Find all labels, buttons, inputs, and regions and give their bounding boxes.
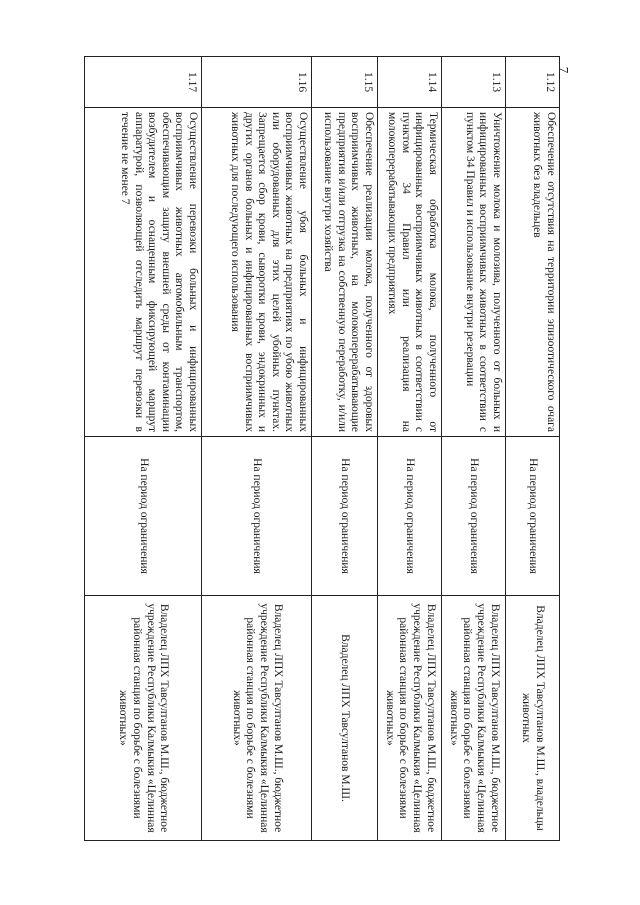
period-text: На период ограничения <box>442 437 506 596</box>
responsible-text: Владелец ЛПХ Тавсултанов М.Ш., бюджетное учреждение Республики Калмыкия «Целинная районная станция по борьбе с болезнями животных» <box>378 596 442 841</box>
table-body <box>85 57 560 841</box>
table-row <box>202 57 312 841</box>
measure-text: Термическая обработка молока, полученного от инфицированных восприимчивых животных в соответствии с пунктом 34 Правил или реализация на молокоперерабатывающих предприятиях <box>378 108 442 437</box>
responsible-text: Владелец ЛПХ Тавсултанов М.Ш., владельцы животных <box>506 596 560 841</box>
row-number: 1.17 <box>85 57 202 108</box>
measure-text: Обеспечение отсутствия на территории эпизоотического очага животных без владельцев <box>506 108 560 437</box>
table-row <box>85 57 202 841</box>
row-number: 1.15 <box>312 57 378 108</box>
document-page <box>85 56 560 841</box>
responsible-text: Владелец ЛПХ Тавсултанов М.Ш. <box>312 596 378 841</box>
measures-table-container <box>85 56 560 841</box>
period-text: На период ограничения <box>506 437 560 596</box>
period-text: На период ограничения <box>202 437 312 596</box>
page-number: 7 <box>556 66 572 74</box>
measure-text: Осуществление перевозки больных и инфицированных восприимчивых животных автомобильным транспортом, обеспечивающим защиту внешней среды от контаминации возбудителем и оснащенным фиксирующей маршрут аппаратурой, позволяющей отследить маршрут перевозки в течение не менее 7 <box>85 108 202 437</box>
row-number: 1.16 <box>202 57 312 108</box>
table-row <box>378 57 442 841</box>
period-text: На период ограничения <box>312 437 378 596</box>
responsible-text: Владелец ЛПХ Тавсултанов М.Ш., бюджетное учреждение Республики Калмыкия «Целинная районная станция по борьбе с болезнями животных» <box>202 596 312 841</box>
row-number: 1.14 <box>378 57 442 108</box>
row-number: 1.12 <box>506 57 560 108</box>
responsible-text: Владелец ЛПХ Тавсултанов М.Ш., бюджетное учреждение Республики Калмыкия «Целинная районная станция по борьбе с болезнями животных» <box>442 596 506 841</box>
measures-table <box>84 56 560 841</box>
measure-text: Обеспечение реализации молока, полученного от здоровых восприимчивых животных, на молокоперерабатывающие предприятия и/или отгрузка на собственную переработку, и/или использование внутри хозяйства <box>312 108 378 437</box>
row-number: 1.13 <box>442 57 506 108</box>
table-row <box>442 57 506 841</box>
period-text: На период ограничения <box>378 437 442 596</box>
table-row <box>312 57 378 841</box>
table-row <box>506 57 560 841</box>
responsible-text: Владелец ЛПХ Тавсултанов М.Ш., бюджетное учреждение Республики Калмыкия «Целинная районная станция по борьбе с болезнями животных» <box>85 596 202 841</box>
measure-text: Осуществление убоя больных и инфицированных восприимчивых животных на предприятиях по убою животных или оборудованных для этих целей убойных пунктах. Запрещается сбор крови, сыворотки крови, эндокринных и других органов больных и инфицированных восприимчивых животных для последующего использования <box>202 108 312 437</box>
period-text: На период ограничения <box>85 437 202 596</box>
measure-text: Уничтожение молока и молозива, полученного от больных и инфицированных восприимчивых животных в соответствии с пунктом 34 Правил и использование внутри резервации <box>442 108 506 437</box>
